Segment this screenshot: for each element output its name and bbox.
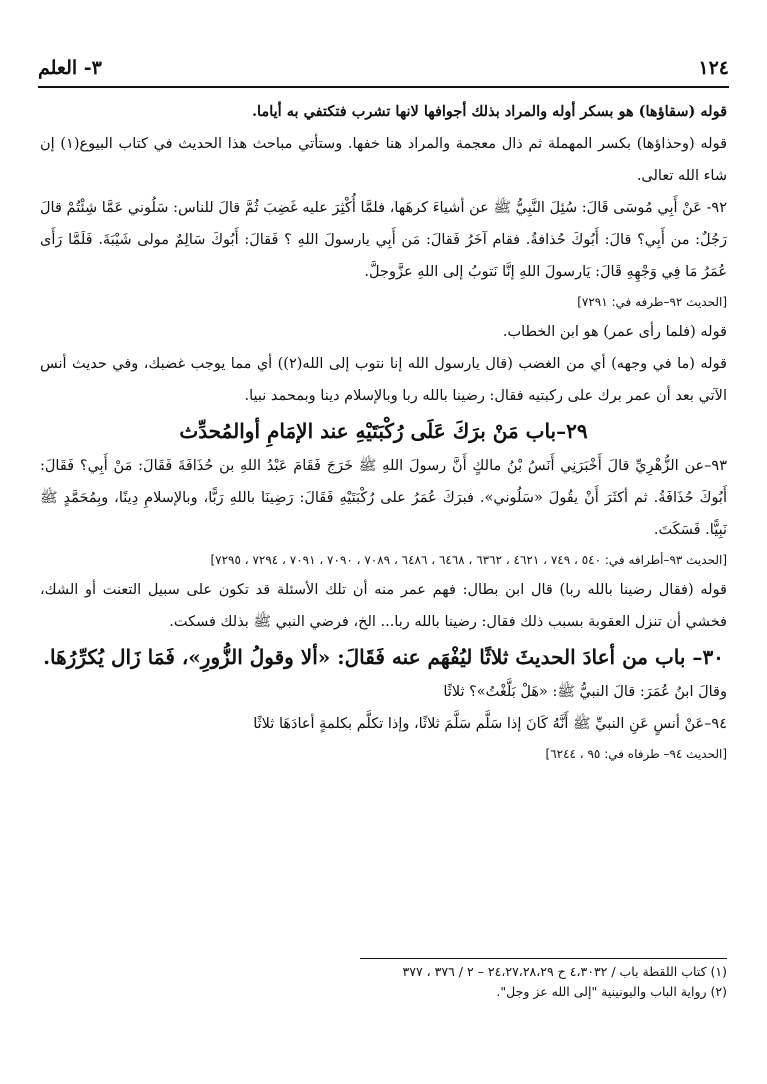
footnote: (١) كتاب اللقطة باب / ٤،٣٠٣٢ ح ٢٤،٢٧،٢٨،٢٩ – ٢ / ٣٧٦ ، ٣٧٧ [402, 964, 727, 979]
footnote: (٢) رواية الباب واليونينية "إلى الله عز وجل". [496, 984, 727, 999]
footnote-divider [360, 958, 727, 959]
chapter-title: ٣- العلم [38, 57, 102, 79]
hadith-quote: وقالَ ابنُ عُمَرَ: قالَ النبيُّ ﷺ: «هَلْ بَلَّغْتُ»؟ ثلاثًا [443, 684, 727, 700]
page-body [40, 96, 727, 768]
chapter-heading: ٣٠– باب من أعادَ الحديثَ ثلاثًا ليُفْهَم عنه فَقَالَ: «ألا وقولُ الزُّورِ»، فَمَا زَال يُكرِّرُهَا. [43, 645, 724, 669]
hadith-reference: [الحديث ٩٤– طرفاه في: ٩٥ ، ٦٢٤٤] [545, 747, 727, 761]
commentary-paragraph: قوله (سقاؤها) هو بسكر أوله والمراد بذلك أجوافها لانها تشرب فتكتفي به أياما. [251, 103, 727, 120]
hadith-reference: [الحديث ٩٢–طرفه في: ٧٢٩١] [577, 295, 727, 309]
hadith-94: ٩٤–عَنْ أنسٍ عَنِ النبيِّ ﷺ أَنَّهُ كَانَ إذا سَلَّم سَلَّمَ ثلاثًا، وإذا تكلَّم بكلمةٍ أعادَهَا ثلاثًا [253, 716, 727, 732]
commentary-paragraph: قوله (ما في وجهه) أي من الغضب (قال يارسول الله إنا نتوب إلى الله(٢)) أي مما يوجب غضبك، وفي حديث أنس الآتي بعد أن عمر برك على ركبتيه فقال: رضينا بالله ربا وبالإسلام دينا وبمحمد نبيا. [40, 356, 727, 404]
commentary-paragraph: قوله (وحذاؤها) بكسر المهملة ثم ذال معجمة والمراد هنا خفها. وستأتي مباحث هذا الحديث في كتاب البيوع(١) إن شاء الله تعالى. [40, 136, 727, 184]
hadith-reference: [الحديث ٩٣–أطرافه في: ٥٤٠ ، ٧٤٩ ، ٤٦٢١ ، ٦٣٦٢ ، ٦٤٦٨ ، ٦٤٨٦ ، ٧٠٨٩ ، ٧٠٩٠ ، ٧٠٩١ ، ٧٢٩٤ ، ٧٢٩٥] [210, 553, 727, 567]
chapter-heading: ٢٩–باب مَنْ برَكَ عَلَى رُكْبَتَيْهِ عند الإمَامِ أوالمُحدِّث [179, 419, 588, 443]
hadith-93: ٩٣–عن الزُّهْرِيِّ قالَ أَخْبَرَنِي أَنَسُ بْنُ مالكٍ أَنَّ رسولَ اللهِ ﷺ خَرَجَ فَقَامَ عَبْدُ اللهِ بن حُذَافَةَ فَقَالَ: مَنْ أَبِي؟ فَقَالَ: أَبُوكَ حُذَافَةُ. ثم أكثَرَ أَنْ يقُولَ «سَلُوني». فبرَكَ عُمَرُ على رُكْبَتَيْهِ فَقَالَ: رَضِينَا باللهِ رَبًّا، وبالإسلامِ دِينًا، وبِمُحَمَّدٍ ﷺ نَبِيًّا. فَسَكَتَ. [40, 458, 727, 538]
footnotes [40, 962, 727, 1002]
page-header [38, 50, 729, 88]
commentary-paragraph: قوله (فلما رأى عمر) هو ابن الخطاب. [502, 324, 727, 340]
commentary-paragraph: قوله (فقال رضينا بالله ربا) قال ابن بطال: فهم عمر منه أن تلك الأسئلة قد تكون على سبيل التعنت أو الشك، فخشي أن تنزل العقوبة بسبب ذلك فقال: رضينا بالله ربا... الخ، فرضي النبي ﷺ بذلك فسكت. [40, 582, 727, 630]
page-number: ١٢٤ [698, 57, 729, 79]
hadith-92: ٩٢- عَنْ أَبِي مُوسَى قَالَ: سُئِلَ النَّبِيُّ ﷺ عن أشياءَ كرهَها، فلمَّا أُكْثِرَ عليه غَضِبَ ثُمَّ قالَ للناس: سَلُوني عَمَّا شِئْتُمْ قالَ رَجُلٌ: من أَبِي؟ قالَ: أَبُوكَ حُذافةُ. فقام آخَرُ فَقالَ: مَن أَبِي يارسولَ اللهِ ؟ فَقالَ: أَبُوكَ سَالِمٌ مولى شَيْبَةَ. فَلَمَّا رَأَى عُمَرُ مَا فِي وَجْهِهِ قَالَ: يَارسولَ اللهِ إنَّا نَتوبُ إلى اللهِ عزَّوجلَّ. [40, 200, 727, 280]
